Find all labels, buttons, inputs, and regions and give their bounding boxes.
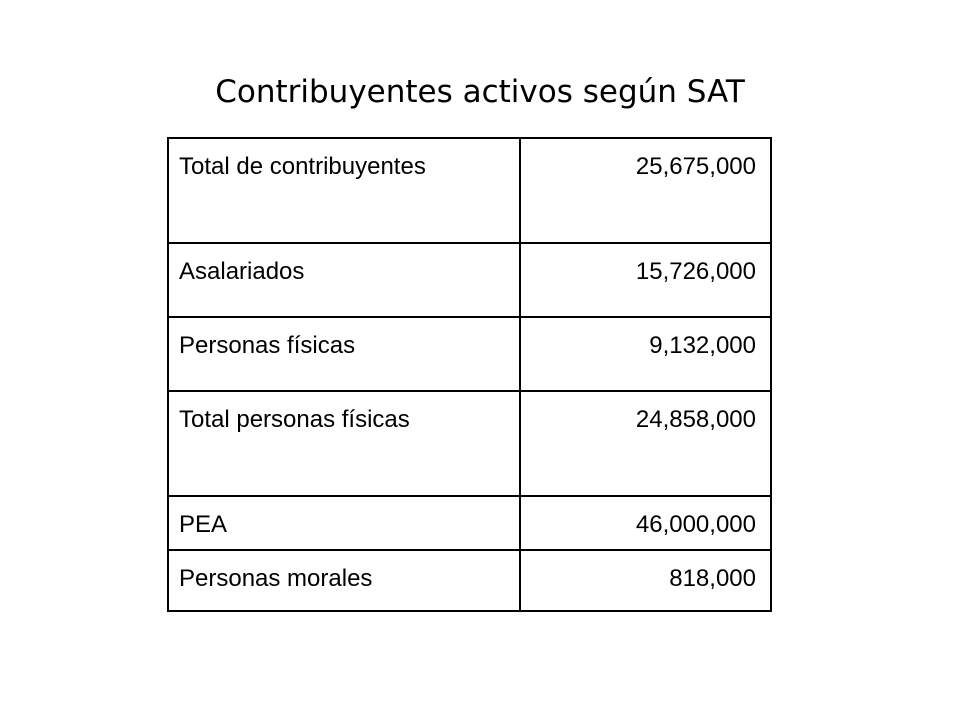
row-value: 818,000 [520,550,771,611]
row-value: 24,858,000 [520,391,771,496]
table-row [168,138,771,243]
row-value: 15,726,000 [520,243,771,317]
row-label: Asalariados [168,243,520,317]
table-row [168,496,771,550]
table-row [168,391,771,496]
slide-title: Contribuyentes activos según SAT [215,74,745,110]
row-label: PEA [168,496,520,550]
row-label: Personas físicas [168,317,520,391]
row-label: Personas morales [168,550,520,611]
row-value: 9,132,000 [520,317,771,391]
row-label: Total de contribuyentes [168,138,520,243]
table-row [168,550,771,611]
row-value: 25,675,000 [520,138,771,243]
contribuyentes-table [167,137,772,612]
row-label: Total personas físicas [168,391,520,496]
table-row [168,317,771,391]
table-row [168,243,771,317]
row-value: 46,000,000 [520,496,771,550]
